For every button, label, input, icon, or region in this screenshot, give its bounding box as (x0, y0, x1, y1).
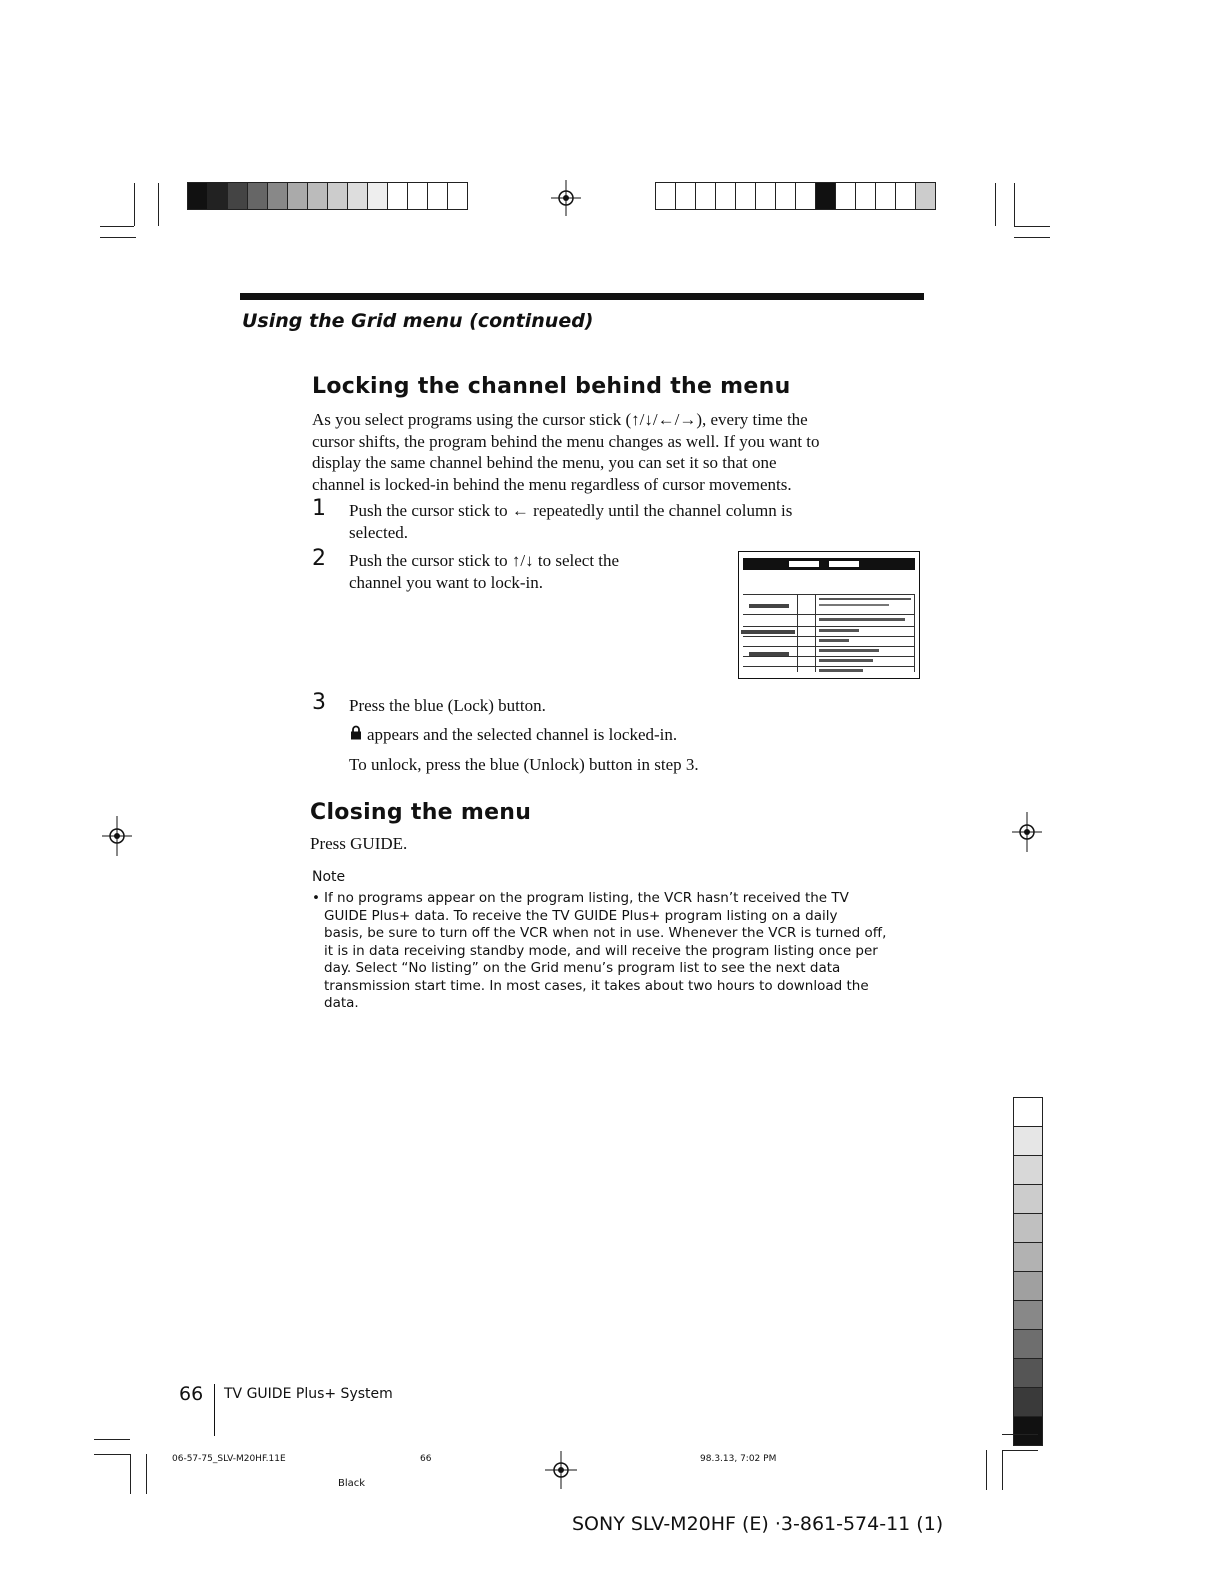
intro-line: As you select programs using the cursor stick (↑/↓/←/→), every time the (312, 410, 808, 429)
note-line: GUIDE Plus+ data. To receive the TV GUIDE Plus+ program listing on a daily (324, 907, 838, 924)
crop-mark (1014, 183, 1015, 226)
footer-file-name: 06-57-75_SLV-M20HF.11E (172, 1454, 286, 1464)
page-header: Using the Grid menu (continued) (242, 310, 594, 332)
note-line: it is in data receiving standby mode, and will receive the program listing once per (324, 942, 878, 959)
step-number: 1 (312, 496, 326, 521)
crop-mark (1014, 237, 1050, 238)
model-code: SONY SLV-M20HF (E) ·3-861-574-11 (1) (572, 1513, 944, 1535)
crop-mark (134, 183, 135, 226)
crop-mark (100, 226, 134, 227)
footer-divider (214, 1384, 215, 1436)
intro-line: cursor shifts, the program behind the menu changes as well. If you want to (312, 431, 820, 451)
intro-line: channel is locked-in behind the menu regardless of cursor movements. (312, 474, 792, 494)
page-number: 66 (179, 1383, 204, 1405)
note-line: data. (324, 995, 359, 1011)
registration-target-icon (102, 816, 132, 856)
crop-mark (1002, 1450, 1038, 1451)
section-title-closing: Closing the menu (310, 800, 532, 825)
step-text (349, 500, 909, 543)
intro-line: display the same channel behind the menu, you can set it so that one (312, 453, 777, 472)
closing-text: Press GUIDE. (310, 834, 408, 853)
footer-page-ref: 66 (420, 1454, 432, 1464)
crop-mark (995, 183, 996, 226)
note-label: Note (312, 869, 346, 885)
crop-mark (146, 1454, 147, 1494)
footer-section-name: TV GUIDE Plus+ System (224, 1386, 393, 1402)
step-text (349, 550, 729, 593)
unlock-text: To unlock, press the blue (Unlock) button in step 3. (349, 755, 699, 774)
note-bullet: • (312, 890, 320, 906)
crop-mark (158, 183, 159, 226)
section-title-locking: Locking the channel behind the menu (312, 374, 791, 399)
note-text (324, 890, 934, 1013)
footer-color-label: Black (338, 1478, 366, 1489)
header-rule (240, 293, 924, 300)
lock-result-text: appears and the selected channel is locked-in. (367, 725, 678, 744)
crop-mark (94, 1454, 130, 1455)
lock-icon (350, 725, 362, 740)
grayscale-strip (1013, 1097, 1043, 1446)
registration-bar-left (187, 182, 467, 210)
crop-mark (1014, 226, 1050, 227)
step-line: Press the blue (Lock) button. (349, 696, 546, 715)
note-line: day. Select “No listing” on the Grid menu’s program list to see the next data (324, 960, 841, 976)
crop-mark (100, 237, 136, 238)
registration-target-icon (1012, 812, 1042, 852)
crop-mark (1002, 1434, 1038, 1435)
step-line: selected. (349, 522, 408, 542)
step-number: 3 (312, 690, 326, 715)
grid-menu-screen-illustration (738, 551, 920, 679)
note-line: basis, be sure to turn off the VCR when not in use. Whenever the VCR is turned off, (324, 925, 887, 941)
registration-target-icon (545, 1451, 577, 1489)
step-line: Push the cursor stick to ↑/↓ to select the (349, 551, 620, 570)
note-line: If no programs appear on the program listing, the VCR hasn’t received the TV (324, 890, 849, 906)
crop-mark (1002, 1450, 1003, 1490)
registration-target-icon (551, 180, 581, 216)
step-line: channel you want to lock-in. (349, 572, 544, 592)
step-number: 2 (312, 546, 326, 571)
registration-bar-right (655, 182, 935, 210)
crop-mark (94, 1439, 130, 1440)
intro-paragraph (312, 409, 932, 495)
crop-mark (986, 1450, 987, 1490)
footer-timestamp: 98.3.13, 7:02 PM (700, 1454, 777, 1464)
note-line: transmission start time. In most cases, it takes about two hours to download the (324, 977, 869, 994)
step-line: Push the cursor stick to ← repeatedly until the channel column is (349, 501, 793, 520)
crop-mark (130, 1454, 131, 1494)
